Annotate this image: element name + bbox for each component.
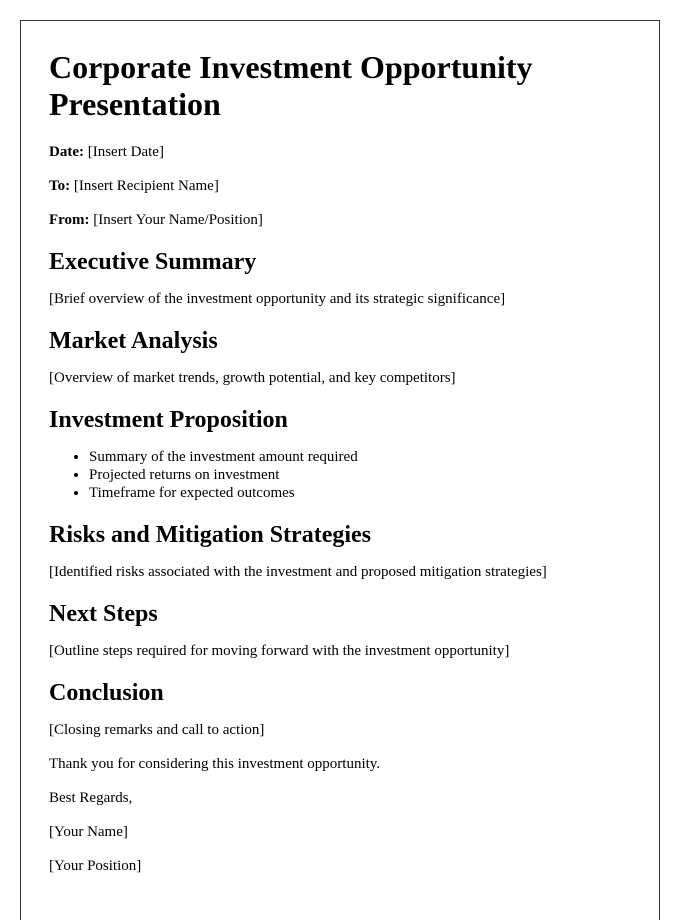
from-field [49, 211, 631, 229]
list-item: • Summary of the investment amount required [89, 448, 631, 466]
conclusion-heading: Conclusion [49, 680, 164, 706]
closing-thanks: Thank you for considering this investment opportunity. [49, 756, 381, 772]
date-label: Date: [49, 144, 84, 160]
next-steps-text: [Outline steps required for moving forward with the investment opportunity] [49, 643, 510, 659]
executive-summary-text: [Brief overview of the investment opportunity and its strategic significance] [49, 291, 506, 307]
risks-text: [Identified risks associated with the investment and proposed mitigation strategies] [49, 564, 547, 580]
closing-sign-off: Best Regards, [49, 790, 133, 806]
investment-proposition-list [49, 448, 631, 502]
signature-position: [Your Position] [49, 858, 142, 874]
list-item: • Timeframe for expected outcomes [89, 484, 631, 502]
document-title: Corporate Investment Opportunity Presentation [49, 49, 533, 122]
from-label: From: [49, 212, 90, 228]
date-field [49, 143, 631, 161]
to-field [49, 177, 631, 195]
next-steps-heading: Next Steps [49, 601, 158, 627]
market-analysis-heading: Market Analysis [49, 328, 218, 354]
document-page [20, 20, 660, 920]
conclusion-text: [Closing remarks and call to action] [49, 722, 265, 738]
risks-heading: Risks and Mitigation Strategies [49, 522, 372, 548]
investment-proposition-heading: Investment Proposition [49, 407, 288, 433]
from-value: [Insert Your Name/Position] [89, 212, 263, 228]
to-label: To: [49, 178, 71, 194]
executive-summary-heading: Executive Summary [49, 249, 257, 275]
list-item: • Projected returns on investment [89, 466, 631, 484]
to-value: [Insert Recipient Name] [70, 178, 219, 194]
signature-name: [Your Name] [49, 824, 128, 840]
date-value: [Insert Date] [83, 144, 164, 160]
market-analysis-text: [Overview of market trends, growth potential, and key competitors] [49, 370, 456, 386]
